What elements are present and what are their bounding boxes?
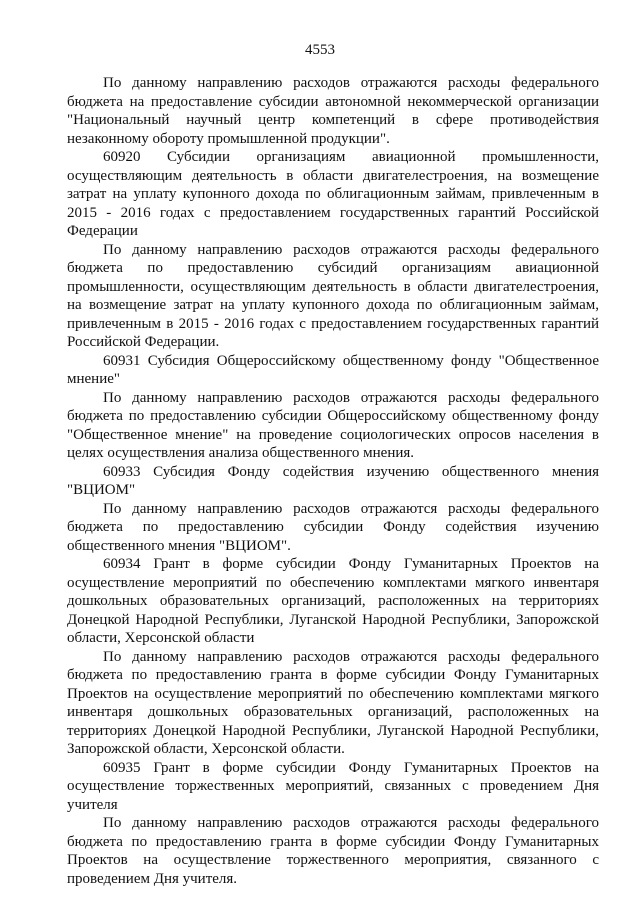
paragraph-description: По данному направлению расходов отражаются расходы федерального бюджета на предоставление субсидии автономной некоммерческой организации "Национальный научный центр компетенций в сфере противодействия незаконному обороту промышленной продукции". bbox=[67, 75, 599, 147]
paragraph-code-heading: 60933 Субсидия Фонду содействия изучению общественного мнения "ВЦИОМ" bbox=[67, 463, 599, 498]
paragraph-code-heading: 60920 Субсидии организациям авиационной промышленности, осуществляющим деятельность в области двигателестроения, на возмещение затрат на уплату купонного дохода по облигационным займам, привлеченным в 2015 - 2016 годах с предоставлением государственных гарантий Российской Федерации bbox=[67, 149, 599, 239]
document-body bbox=[67, 74, 599, 888]
paragraph-description: По данному направлению расходов отражаются расходы федерального бюджета по предоставлению субсидий организациям авиационной промышленности, осуществляющим деятельность в области двигателестроения, на возмещение затрат на уплату купонного дохода по облигационным займам, привлеченным в 2015 - 2016 годах с предоставлением государственных гарантий Российской Федерации. bbox=[67, 241, 599, 350]
paragraph-description: По данному направлению расходов отражаются расходы федерального бюджета по предоставлению гранта в форме субсидии Фонду Гуманитарных Проектов на осуществление торжественного мероприятия, связанного с проведением Дня учителя. bbox=[67, 815, 599, 887]
paragraph-description: По данному направлению расходов отражаются расходы федерального бюджета по предоставлению гранта в форме субсидии Фонду Гуманитарных Проектов на осуществление мероприятий по обеспечению комплектами мягкого инвентаря дошкольных образовательных организаций, расположенных на территориях Донецкой Народной Республики, Луганской Народной Республики, Запорожской области, Херсонской области. bbox=[67, 648, 599, 757]
paragraph-description: По данному направлению расходов отражаются расходы федерального бюджета по предоставлению субсидии Фонду содействия изучению общественного мнения "ВЦИОМ". bbox=[67, 500, 599, 554]
paragraph-description: По данному направлению расходов отражаются расходы федерального бюджета по предоставлению субсидии Общероссийскому общественному фонду "Общественное мнение" на проведение социологических опросов населения в целях осуществления анализа общественного мнения. bbox=[67, 389, 599, 461]
paragraph-code-heading: 60931 Субсидия Общероссийскому общественному фонду "Общественное мнение" bbox=[67, 352, 599, 387]
paragraph-code-heading: 60934 Грант в форме субсидии Фонду Гуманитарных Проектов на осуществление мероприятий по обеспечению комплектами мягкого инвентаря дошкольных образовательных организаций, расположенных на территориях Донецкой Народной Республики, Луганской Народной Республики, Запорожской области, Херсонской области bbox=[67, 556, 599, 646]
paragraph-code-heading: 60935 Грант в форме субсидии Фонду Гуманитарных Проектов на осуществление торжественных мероприятий, связанных с проведением Дня учителя bbox=[67, 759, 599, 813]
page-number: 4553 bbox=[305, 42, 335, 58]
